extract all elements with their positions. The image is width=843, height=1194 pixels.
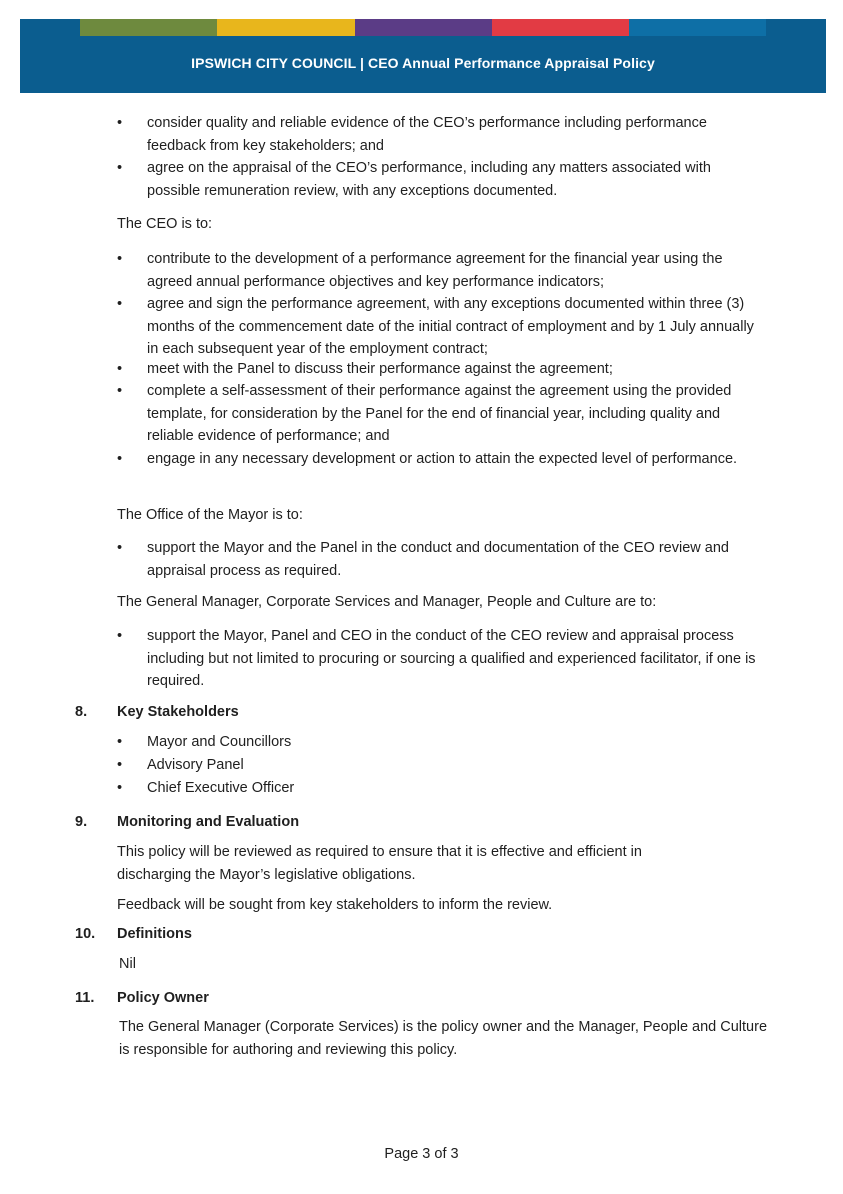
section-paragraph: This policy will be reviewed as required to ensure that it is effective and efficient in discharging the Mayor’s legislative obligations. [117, 844, 642, 883]
section-number: 8. [75, 704, 88, 720]
mayor-office-intro: The Office of the Mayor is to: [117, 507, 303, 523]
list-item: engage in any necessary development or action to attain the expected level of performance. [147, 451, 738, 467]
bullet-marker: • [117, 251, 123, 267]
section-paragraph: The General Manager (Corporate Services) is the policy owner and the Manager, People and Culture is responsible for authoring and reviewing this policy. [119, 1019, 768, 1058]
section-number: 9. [75, 814, 88, 830]
ceo-intro: The CEO is to: [117, 216, 213, 232]
list-item: Chief Executive Officer [147, 780, 295, 796]
bullet-marker: • [117, 160, 123, 176]
list-item: Mayor and Councillors [147, 734, 292, 750]
bullet-marker: • [117, 383, 123, 399]
bullet-marker: • [117, 628, 123, 644]
gm-intro: The General Manager, Corporate Services and Manager, People and Culture are to: [117, 594, 657, 610]
section-title: Definitions [117, 926, 192, 942]
bullet-marker: • [117, 451, 123, 467]
list-item: consider quality and reliable evidence of the CEO’s performance including performance feedback from key stakeholders; and [147, 115, 707, 154]
section-paragraph: Nil [119, 956, 136, 972]
section-paragraph: Feedback will be sought from key stakeholders to inform the review. [117, 897, 553, 913]
list-item: contribute to the development of a performance agreement for the financial year using the agreed annual performance objectives and key performance indicators; [147, 251, 723, 290]
bullet-marker: • [117, 757, 123, 773]
bullet-marker: • [117, 780, 123, 796]
section-number: 11. [75, 990, 95, 1006]
bullet-marker: • [117, 296, 123, 312]
page-number: Page 3 of 3 [384, 1146, 459, 1162]
list-item: complete a self-assessment of their performance against the agreement using the provided template, for consideration by the Panel for the end of financial year, including quality and reliable evidence of performance; and [147, 383, 732, 444]
header-title: IPSWICH CITY COUNCIL | CEO Annual Performance Appraisal Policy [191, 55, 655, 71]
list-item: support the Mayor and the Panel in the conduct and documentation of the CEO review and appraisal process as required. [147, 540, 729, 579]
bullet-marker: • [117, 361, 123, 377]
list-item: Advisory Panel [147, 757, 244, 773]
section-number: 10. [75, 926, 96, 942]
list-item: agree on the appraisal of the CEO’s performance, including any matters associated with possible remuneration review, with any exceptions documented. [147, 160, 711, 199]
section-title: Monitoring and Evaluation [117, 814, 300, 830]
bullet-marker: • [117, 115, 123, 131]
list-item: meet with the Panel to discuss their performance against the agreement; [147, 361, 613, 377]
bullet-marker: • [117, 540, 123, 556]
section-title: Key Stakeholders [117, 704, 239, 720]
list-item: support the Mayor, Panel and CEO in the conduct of the CEO review and appraisal process including but not limited to procuring or sourcing a qualified and experienced facilitator, if one is required. [147, 628, 756, 689]
bullet-marker: • [117, 734, 123, 750]
section-title: Policy Owner [117, 990, 209, 1006]
list-item: agree and sign the performance agreement, with any exceptions documented within three (3) months of the commencement date of the initial contract of employment and by 1 July annually in each subsequent year of the employment contract; [147, 296, 754, 357]
